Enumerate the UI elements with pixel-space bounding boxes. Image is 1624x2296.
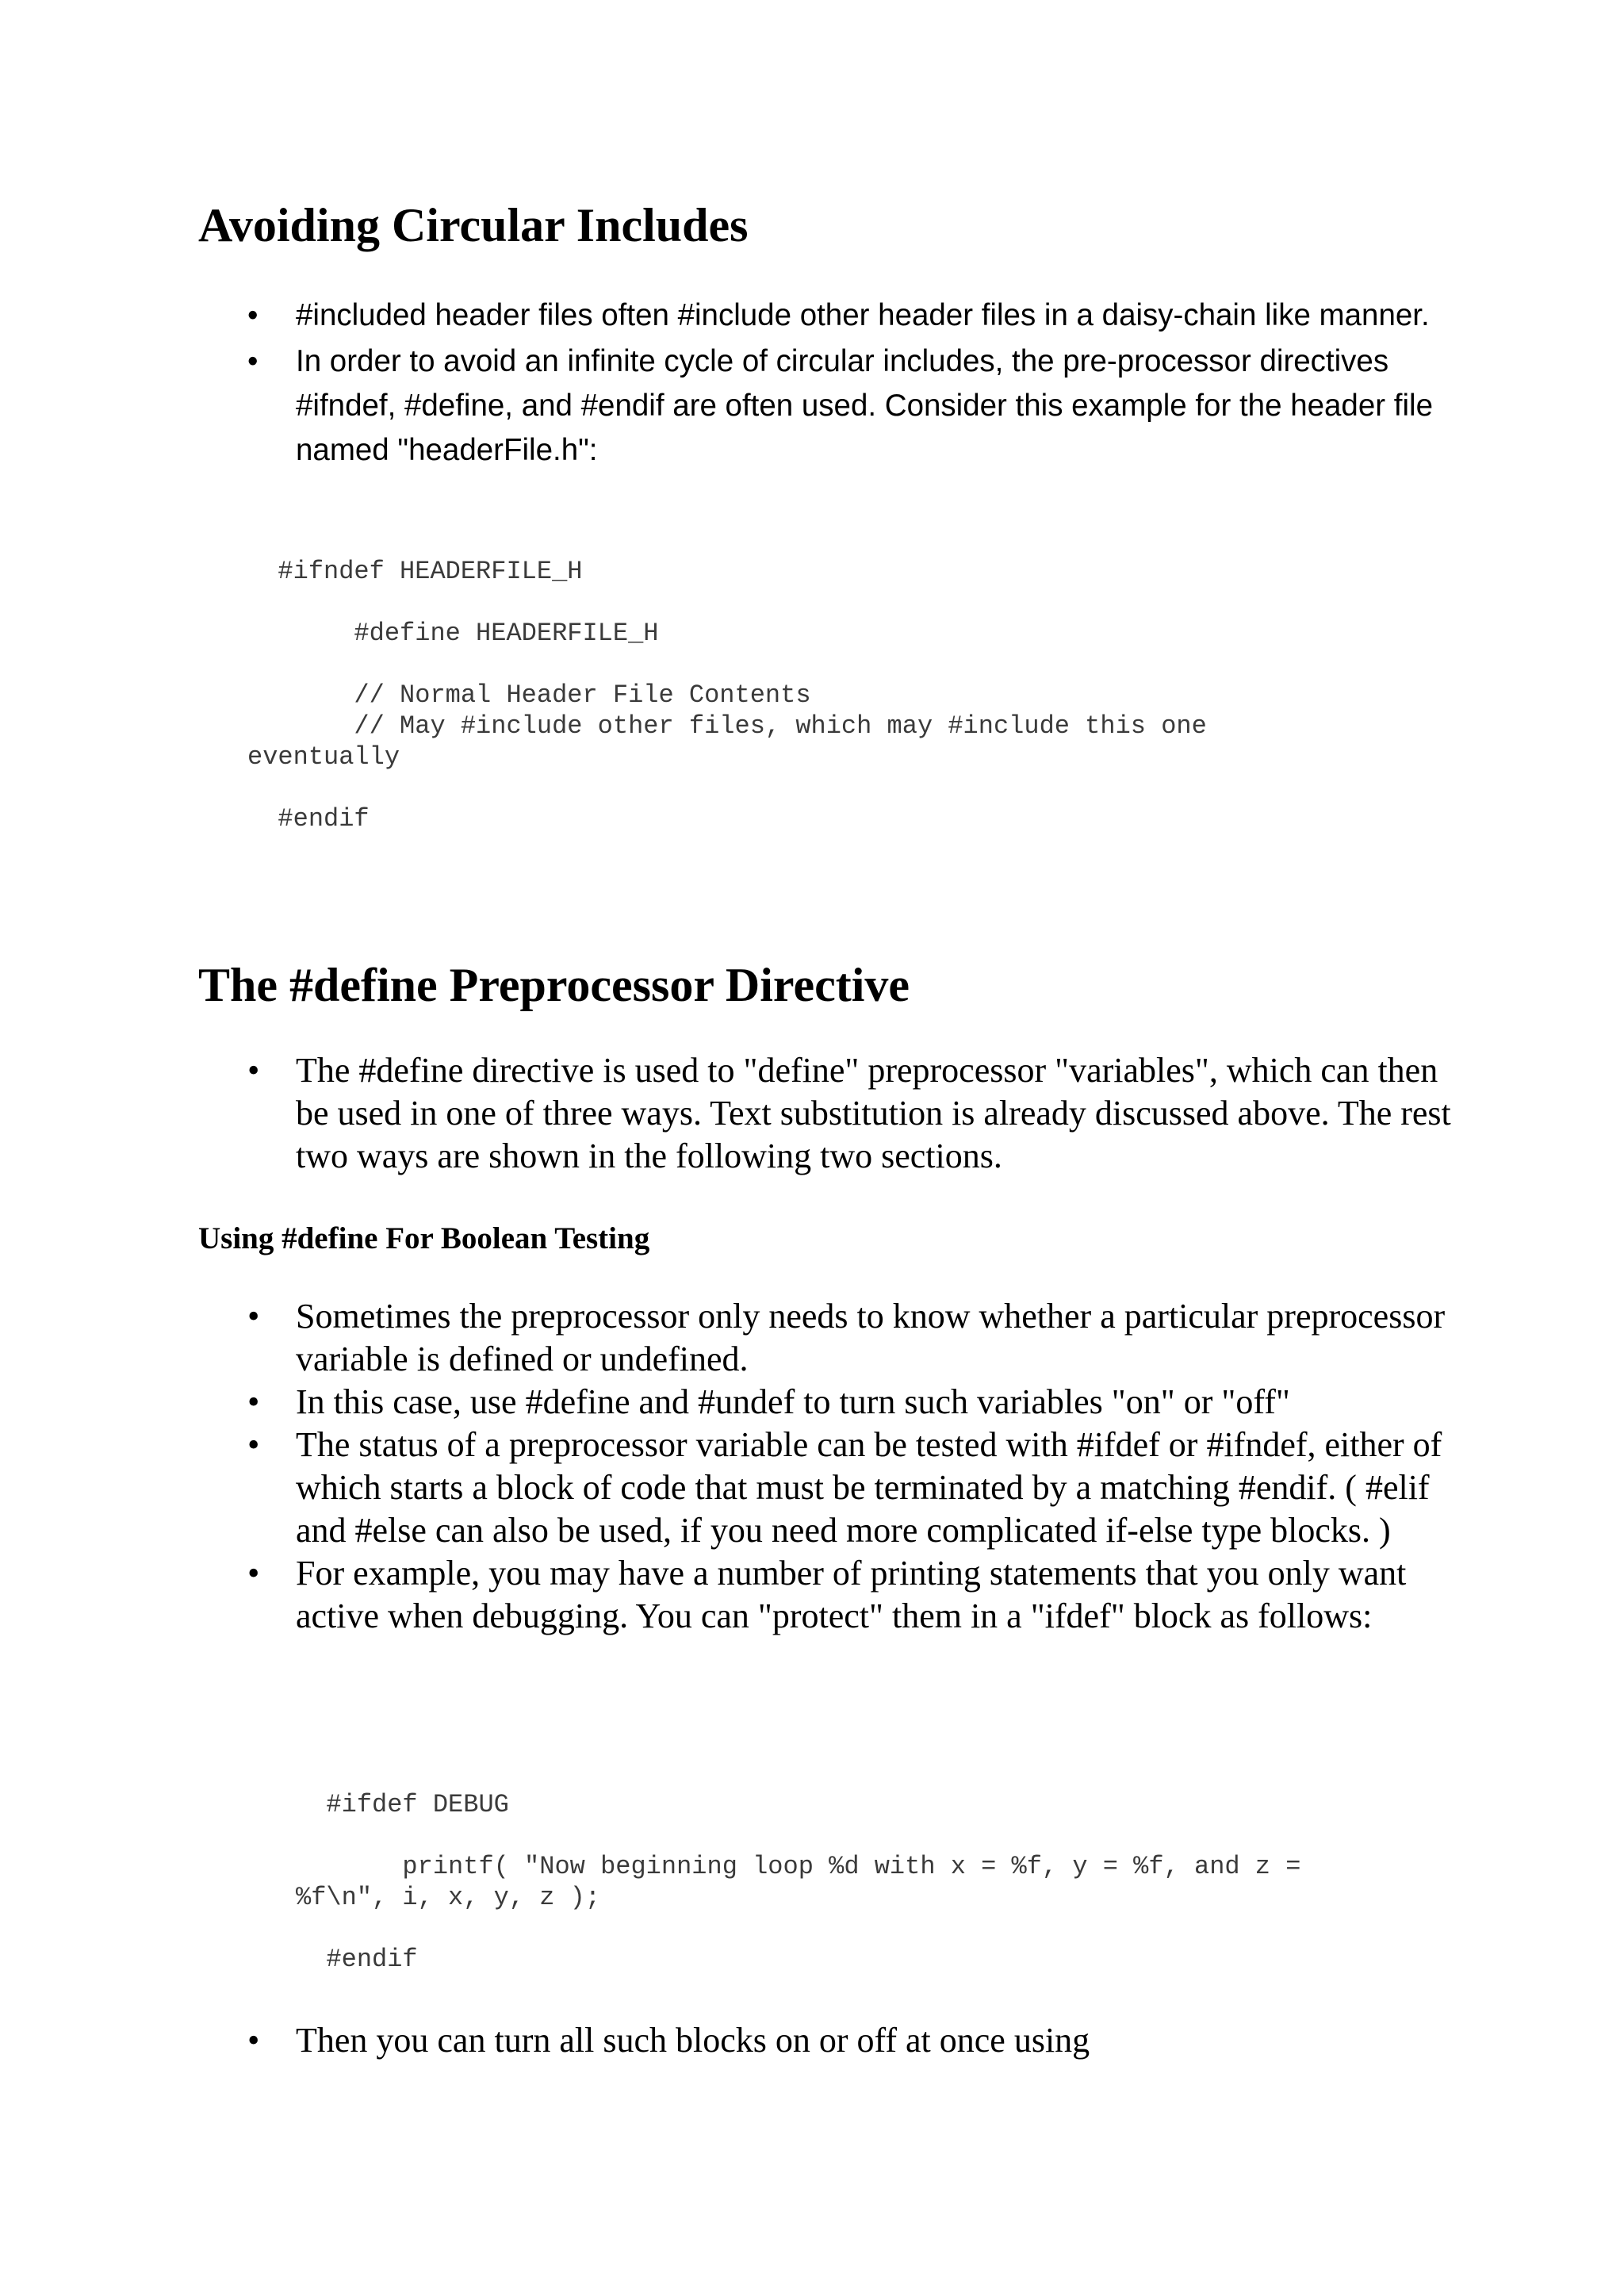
bullet-list-boolean-testing [0, 1295, 1454, 1638]
code-block-ifdef-debug: #ifdef DEBUG printf( "Now beginning loop %d with x = %f, y = %f, and z = %f\n", i, x, y, z ); #endif [296, 1790, 1301, 1974]
subheading-boolean-testing: Using #define For Boolean Testing [198, 1221, 650, 1255]
list-item: • Sometimes the preprocessor only needs to know whether a particular preprocessor variable is defined or undefined. [0, 1295, 1454, 1381]
heading-define-directive: The #define Preprocessor Directive [198, 959, 910, 1011]
list-item: • Then you can turn all such blocks on or off at once using [0, 2019, 1454, 2062]
bullet-list-after-code [0, 2019, 1454, 2062]
bullet-list-circular-includes [0, 293, 1454, 473]
list-item: • #included header files often #include other header files in a daisy-chain like manner. [0, 293, 1454, 338]
list-item: • In order to avoid an infinite cycle of circular includes, the pre-processor directives #ifndef, #define, and #endif are often used. Consider this example for the header file named "headerFile.h": [0, 339, 1454, 473]
list-item: • For example, you may have a number of printing statements that you only want active when debugging. You can "protect" them in a "ifdef" block as follows: [0, 1552, 1454, 1638]
list-item: • The status of a preprocessor variable can be tested with #ifdef or #ifndef, either of which starts a block of code that must be terminated by a matching #endif. ( #elif and #else can also be used, if you need more complicated if-else type blocks. ) [0, 1424, 1454, 1552]
bullet-list-define-directive [0, 1049, 1454, 1178]
list-item: • In this case, use #define and #undef to turn such variables "on" or "off" [0, 1381, 1454, 1424]
heading-avoiding-circular-includes: Avoiding Circular Includes [198, 199, 749, 251]
code-block-include-guard: #ifndef HEADERFILE_H #define HEADERFILE_H // Normal Header File Contents // May #include other files, which may #include this one eventually #endif [247, 557, 1207, 834]
list-item: • The #define directive is used to "define" preprocessor "variables", which can then be used in one of three ways. Text substitution is already discussed above. The rest two ways are shown in the following two sections. [0, 1049, 1454, 1178]
